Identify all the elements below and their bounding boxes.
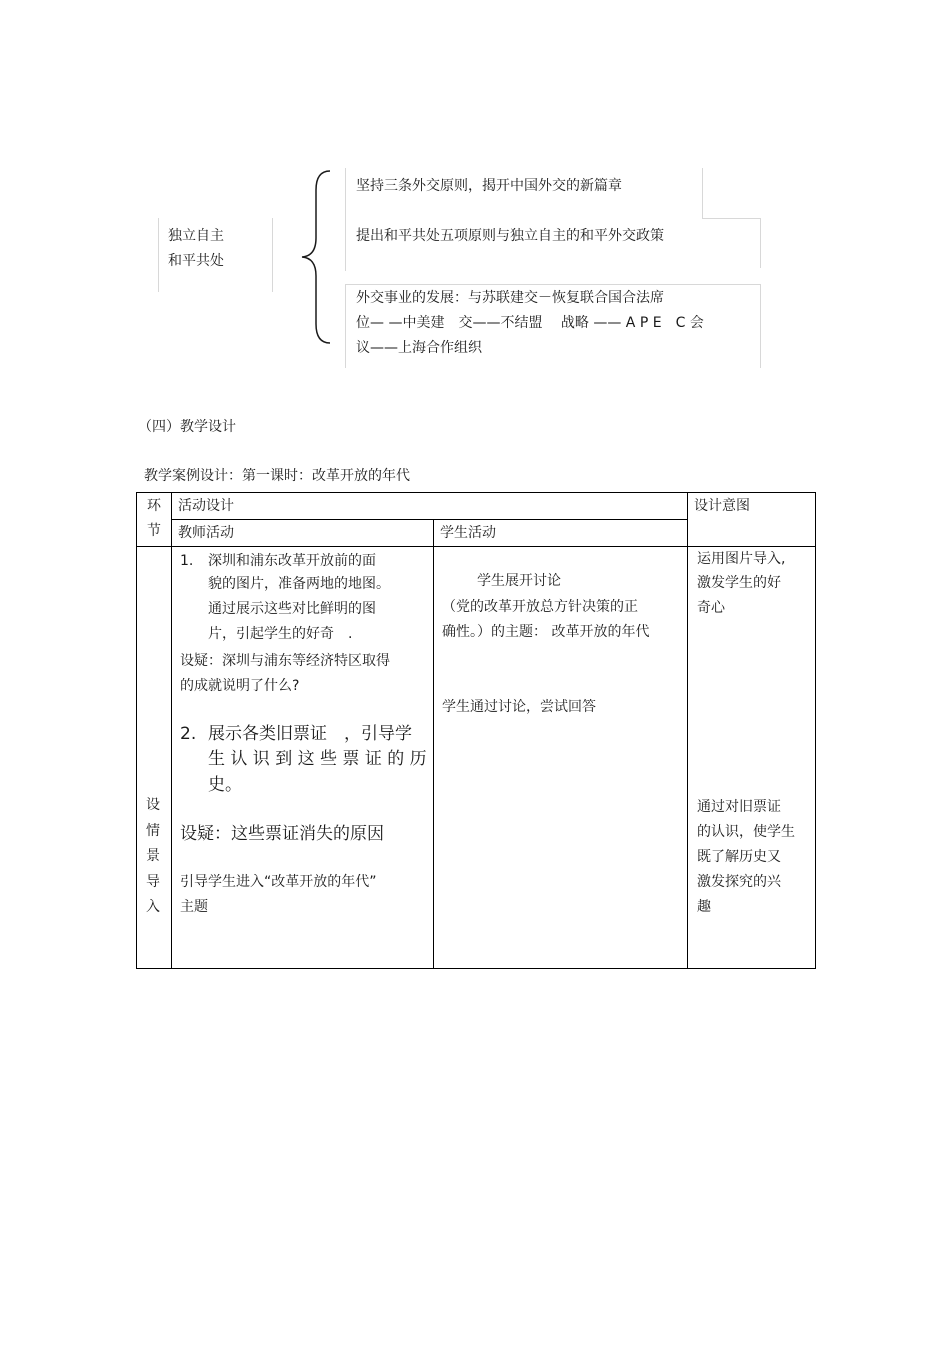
header-student: 学生活动 (434, 520, 688, 547)
intent-line: 既了解历史又 (697, 849, 781, 865)
teacher-item-2-number: 2. (180, 724, 197, 744)
teacher-item-1-number: 1. (180, 553, 194, 569)
header-stage: 环节 (147, 498, 161, 539)
diagram-branch-3-line-1: 外交事业的发展：与苏联建交－恢复联合国合法席 (356, 290, 664, 306)
stage-label: 设情景导入 (146, 797, 160, 915)
teacher-activity-cell (172, 547, 434, 969)
student-activity-line: 确性。）的主题： 改革开放的年代 (442, 624, 650, 640)
teacher-question-2: 设疑：这些票证消失的原因 (180, 824, 384, 844)
teacher-guide-line: 引导学生进入“改革开放的年代” (180, 874, 377, 890)
design-intent-cell (688, 547, 816, 969)
stage-cell (137, 547, 172, 969)
teacher-item-1-line: 深圳和浦东改革开放前的面 (208, 553, 376, 569)
header-teacher: 教师活动 (172, 520, 434, 547)
student-activity-cell (434, 547, 688, 969)
teacher-item-1-line: 片，引起学生的好奇 . (208, 626, 353, 642)
student-activity-line: （党的改革开放总方针决策的正 (442, 599, 638, 615)
branch1-right-border (702, 168, 703, 218)
curly-brace (296, 168, 336, 346)
branch3-top-border (345, 284, 760, 285)
intent-line: 运用图片导入, (697, 551, 786, 567)
intent-line: 趣 (697, 899, 711, 915)
teacher-question-1-line: 的成就说明了什么? (180, 678, 300, 694)
student-activity-line: 学生通过讨论，尝试回答 (442, 699, 596, 715)
diagram-branch-3-line-3: 议——上海合作组织 (356, 340, 482, 356)
teacher-guide-line: 主题 (180, 899, 208, 915)
student-activity-line: 学生展开讨论 (477, 573, 561, 589)
teacher-item-1-line: 通过展示这些对比鲜明的图 (208, 601, 376, 617)
root-box-right-border (272, 218, 273, 292)
intent-line: 的认识，使学生 (697, 824, 795, 840)
teacher-item-2-line: 展示各类旧票证 ，引导学 (208, 724, 412, 744)
teacher-item-2-line: 史。 (208, 775, 242, 795)
diagram-branch-2: 提出和平共处五项原则与独立自主的和平外交政策 (356, 228, 664, 244)
header-stage-cell (137, 493, 172, 547)
branch-left-border (345, 168, 346, 271)
branch3-left-border (345, 284, 346, 368)
header-activity: 活动设计 (172, 493, 688, 520)
intent-line: 奇心 (697, 600, 725, 616)
branch1-bottom-border (702, 218, 760, 219)
branch3-right-border (760, 284, 761, 368)
case-title: 教学案例设计：第一课时：改革开放的年代 (144, 468, 410, 484)
teacher-item-1-line: 貌的图片，准备两地的地图。 (208, 576, 390, 592)
lesson-design-table (136, 492, 816, 969)
section-title: （四）教学设计 (138, 419, 236, 435)
intent-line: 激发学生的好 (697, 575, 781, 591)
branch2-right-border (760, 218, 761, 268)
intent-line: 通过对旧票证 (697, 799, 781, 815)
diagram-root-label: 独立自主 和平共处 (168, 228, 224, 269)
diagram-branch-1: 坚持三条外交原则，揭开中国外交的新篇章 (356, 178, 622, 194)
teacher-item-2-line: 生 认 识 到 这 些 票 证 的 历 (208, 749, 427, 769)
root-box-left-border (158, 218, 159, 292)
header-intent: 设计意图 (688, 493, 816, 547)
teacher-question-1-line: 设疑：深圳与浦东等经济特区取得 (180, 653, 390, 669)
diagram-branch-3-line-2: 位— —中美建 交——不结盟 战略 —— A P E C 会 (356, 315, 704, 331)
intent-line: 激发探究的兴 (697, 874, 781, 890)
